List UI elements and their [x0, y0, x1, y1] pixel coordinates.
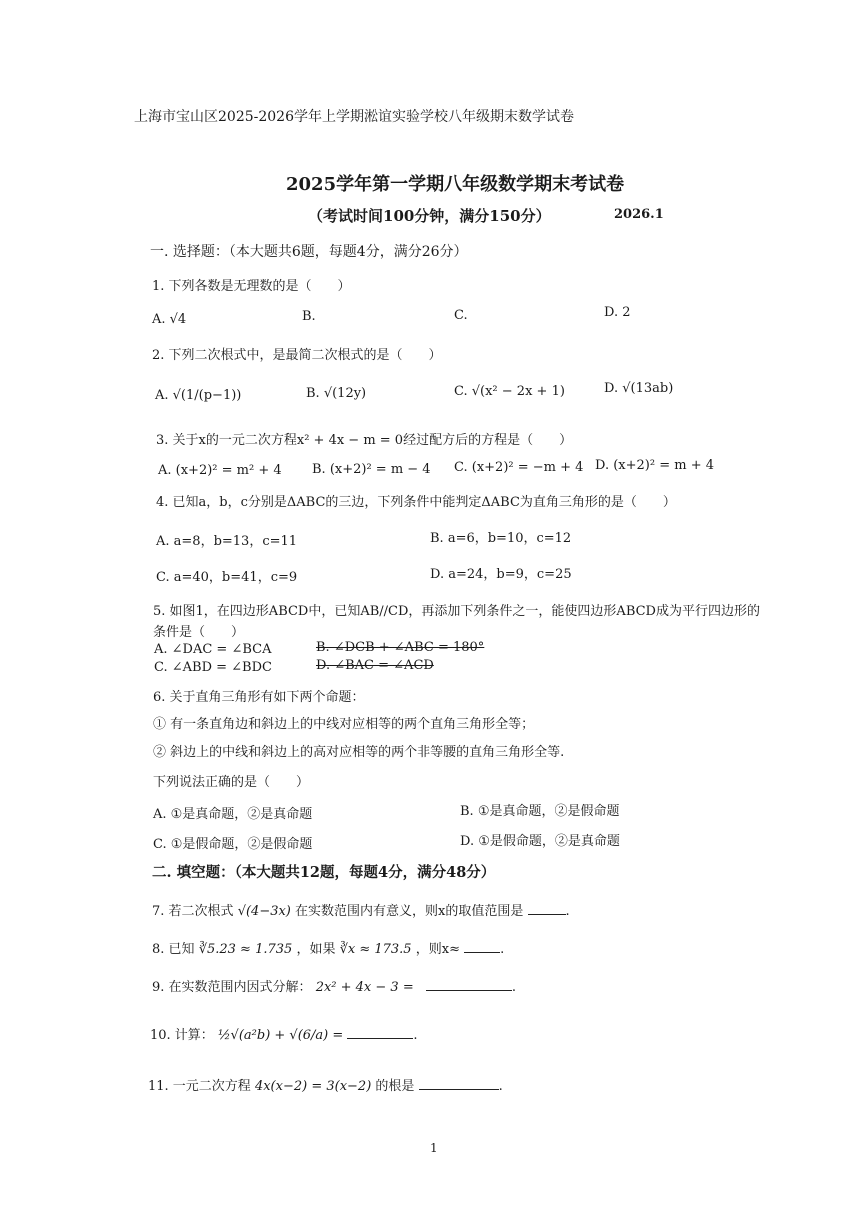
- q9-expression: 2x² + 4x − 3 =: [315, 980, 414, 995]
- q9-line: 9. 在实数范围内因式分解： 2x² + 4x − 3 = .: [152, 980, 516, 995]
- q9-answer-blank[interactable]: [426, 978, 512, 991]
- q3-option-b: B. (x+2)² = m − 4: [312, 462, 431, 477]
- q2-stem-text: 2. 下列二次根式中，是最简二次根式的是（ ）: [152, 348, 442, 363]
- q5-option-d: D. ∠BAC = ∠ACD: [316, 658, 434, 673]
- q10-prefix: 10. 计算：: [150, 1028, 214, 1043]
- q4-option-a: A. a=8，b=13，c=11: [156, 534, 298, 549]
- q7-expression: √(4−3x): [237, 904, 291, 919]
- q8-answer-blank[interactable]: [464, 940, 500, 953]
- exam-title: 2025学年第一学期八年级数学期末考试卷: [286, 174, 625, 195]
- q4-option-c: C. a=40，b=41，c=9: [156, 570, 298, 585]
- q6-question: 下列说法正确的是（ ）: [153, 775, 310, 790]
- q11-line: 11. 一元二次方程 4x(x−2) = 3(x−2) 的根是 .: [148, 1079, 503, 1094]
- q8-suffix: ，则x≈: [415, 942, 460, 957]
- section2-heading: 二. 填空题：（本大题共12题，每题4分，满分48分）: [152, 864, 496, 881]
- q6-option-d: D. ①是假命题，②是真命题: [460, 834, 620, 849]
- section1-heading: 一. 选择题：（本大题共6题，每题4分，满分26分）: [150, 244, 468, 260]
- q6-proposition-1: ① 有一条直角边和斜边上的中线对应相等的两个直角三角形全等；: [153, 717, 535, 732]
- q7-answer-blank[interactable]: [528, 902, 566, 915]
- q3-option-c: C. (x+2)² = −m + 4: [454, 460, 584, 475]
- q6-option-b: B. ①是真命题，②是假命题: [460, 804, 620, 819]
- q2-option-c: C. √(x² − 2x + 1): [454, 384, 565, 399]
- q10-expression: ½√(a²b) + √(6/a) =: [217, 1028, 344, 1043]
- q10-line: 10. 计算： ½√(a²b) + √(6/a) = .: [150, 1028, 418, 1043]
- q9-prefix: 9. 在实数范围内因式分解：: [152, 980, 312, 995]
- q2-option-a: A. √(1/(p−1)): [155, 388, 242, 403]
- q8-prefix: 8. 已知: [152, 942, 195, 957]
- q1-option-c: C.: [454, 308, 468, 323]
- q11-suffix: 的根是: [375, 1079, 415, 1094]
- q3-option-d: D. (x+2)² = m + 4: [595, 458, 714, 473]
- q11-prefix: 11. 一元二次方程: [148, 1079, 251, 1094]
- page-number: 1: [430, 1141, 438, 1155]
- q4-stem: 4. 已知a，b，c分别是ΔABC的三边，下列条件中能判定ΔABC为直角三角形的是（ ）: [156, 495, 676, 510]
- q4-option-d: D. a=24，b=9，c=25: [430, 567, 572, 582]
- q8-line: 8. 已知 ∛5.23 ≈ 1.735 ，如果 ∛x ≈ 173.5 ，则x≈ .: [152, 942, 505, 957]
- q6-option-c: C. ①是假命题，②是假命题: [153, 837, 313, 852]
- document-header: 上海市宝山区2025-2026学年上学期淞谊实验学校八年级期末数学试卷: [134, 109, 574, 125]
- exam-subtitle: （考试时间100分钟，满分150分）: [308, 207, 551, 225]
- q3-stem: 3. 关于x的一元二次方程x² + 4x − m = 0经过配方后的方程是（ ）: [156, 433, 573, 448]
- q5-option-c: C. ∠ABD = ∠BDC: [154, 660, 272, 675]
- q11-expression: 4x(x−2) = 3(x−2): [254, 1079, 372, 1094]
- q1-option-b: B.: [302, 309, 316, 324]
- q5-option-a: A. ∠DAC = ∠BCA: [154, 642, 272, 657]
- q3-option-a: A. (x+2)² = m² + 4: [158, 463, 282, 478]
- q11-answer-blank[interactable]: [419, 1077, 499, 1090]
- q10-answer-blank[interactable]: [347, 1026, 413, 1039]
- q1-option-a: A. √4: [152, 312, 187, 327]
- q2-option-d: D. √(13ab): [604, 381, 674, 396]
- q1-option-d: D. 2: [604, 305, 631, 320]
- q8-middle: ，如果: [296, 942, 336, 957]
- q6-stem: 6. 关于直角三角形有如下两个命题：: [153, 690, 365, 705]
- q5-stem-line2: 条件是（ ）: [153, 625, 245, 640]
- q7-line: 7. 若二次根式 √(4−3x) 在实数范围内有意义，则x的取值范围是 .: [152, 904, 570, 919]
- q4-option-b: B. a=6，b=10，c=12: [430, 531, 572, 546]
- q6-proposition-2: ② 斜边上的中线和斜边上的高对应相等的两个非等腰的直角三角形全等.: [153, 745, 565, 760]
- q1-stem: 1. 下列各数是无理数的是（ ）: [152, 279, 351, 294]
- q8-expression-1: ∛5.23 ≈ 1.735: [198, 942, 293, 957]
- q7-prefix: 7. 若二次根式: [152, 904, 234, 919]
- q5-stem-line1: 5. 如图1，在四边形ABCD中，已知AB//CD，再添加下列条件之一，能使四边形ABCD成为平行四边形的: [153, 604, 760, 619]
- q7-suffix: 在实数范围内有意义，则x的取值范围是: [295, 904, 524, 919]
- q5-option-b: B. ∠DCB + ∠ABC = 180°: [316, 640, 485, 655]
- q8-expression-2: ∛x ≈ 173.5: [339, 942, 412, 957]
- q6-option-a: A. ①是真命题，②是真命题: [153, 807, 313, 822]
- exam-date: 2026.1: [614, 207, 664, 222]
- q2-option-b: B. √(12y): [306, 386, 367, 401]
